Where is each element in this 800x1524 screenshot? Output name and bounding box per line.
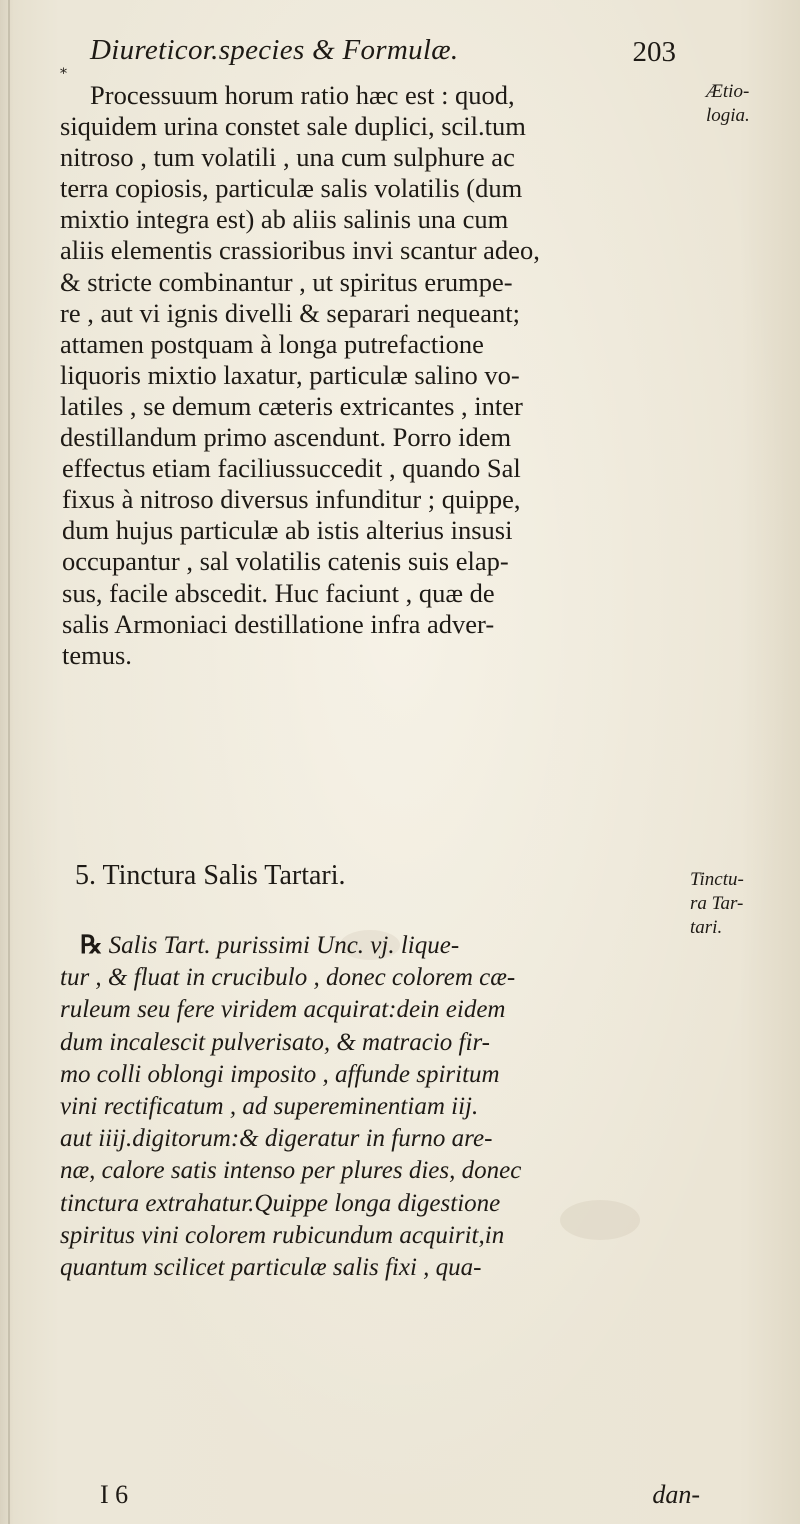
text-line: aut iiij.digitorum:& digeratur in furno are- (60, 1125, 493, 1153)
text-line: mixtio integra est) ab aliis salinis una cum (60, 204, 509, 235)
text-line: attamen postquam à longa putrefactione (60, 328, 484, 359)
recipe-paragraph (50, 930, 660, 1284)
text-line: fixus à nitroso diversus infunditur ; quippe, (62, 484, 521, 515)
margin-note-line: Tinctu- (690, 869, 744, 890)
text-line: dum incalescit pulverisato, & matracio fir- (60, 1028, 491, 1056)
recipe-first-line (50, 930, 660, 962)
margin-note-line: tari. (690, 917, 723, 938)
text-line: destillandum primo ascendunt. Porro idem (60, 422, 512, 453)
text-line: næ, calore satis intenso per plures dies, donec (60, 1157, 522, 1185)
text-line: salis Armoniaci destillatione infra adver- (62, 608, 495, 639)
text-line: sus, facile abscedit. Huc faciunt , quæ de (62, 577, 495, 608)
text-line: quantum scilicet particulæ salis fixi , qua- (60, 1254, 482, 1282)
margin-note-aetiologia (706, 80, 750, 128)
catchword: dan- (652, 1480, 700, 1509)
text-line: re , aut vi ignis divelli & separari nequeant; (60, 297, 520, 328)
margin-note-line: logia. (706, 105, 750, 126)
page-number: 203 (632, 36, 676, 68)
running-title: Diureticor.species & Formulæ. (90, 34, 459, 66)
text-line: occupantur , sal volatilis catenis suis elap- (62, 546, 509, 577)
text-line: Processuum horum ratio hæc est : quod, (90, 80, 515, 110)
text-line: spiritus vini colorem rubicundum acquirit,in (60, 1221, 505, 1249)
margin-note-tinctura (690, 868, 744, 940)
text-line: ruleum seu fere viridem acquirat:dein eidem (60, 996, 506, 1024)
text-line: aliis elementis crassioribus invi scantur adeo, (60, 235, 540, 266)
body-paragraph (50, 80, 650, 671)
text-line: liquoris mixtio laxatur, particulæ salino vo- (60, 359, 520, 390)
header-mark: * (60, 66, 67, 82)
signature-mark: I 6 (100, 1480, 129, 1509)
text-line: effectus etiam faciliussuccedit , quando Sal (62, 453, 521, 484)
text-line: latiles , se demum cæteris extricantes , inter (60, 390, 523, 421)
margin-note-line: ra Tar- (690, 893, 744, 914)
gutter-shadow (8, 0, 10, 1524)
text-line: tur , & fluat in crucibulo , donec colorem cæ- (60, 964, 516, 992)
section-heading: 5. Tinctura Salis Tartari. (75, 860, 346, 891)
running-header (60, 28, 680, 82)
recipe-symbol: ℞ (80, 932, 103, 959)
text-line: terra copiosis, particulæ salis volatilis (dum (60, 173, 523, 204)
text-line: temus. (62, 639, 132, 670)
text-line: & stricte combinantur , ut spiritus erumpe- (60, 266, 513, 297)
text-line: Salis Tart. purissimi Unc. vj. lique- (108, 932, 460, 959)
text-line: dum hujus particulæ ab istis alterius insusi (62, 515, 513, 546)
margin-note-line: Ætio- (706, 81, 750, 102)
text-line: tinctura extrahatur.Quippe longa digestione (60, 1189, 501, 1217)
text-line: nitroso , tum volatili , una cum sulphure ac (60, 142, 515, 173)
page-footer (90, 1480, 700, 1520)
text-line: mo colli oblongi imposito , affunde spiritum (60, 1060, 500, 1088)
text-line: siquidem urina constet sale duplici, scil.tum (60, 111, 526, 142)
text-line: vini rectificatum , ad supereminentiam iij. (60, 1093, 479, 1121)
